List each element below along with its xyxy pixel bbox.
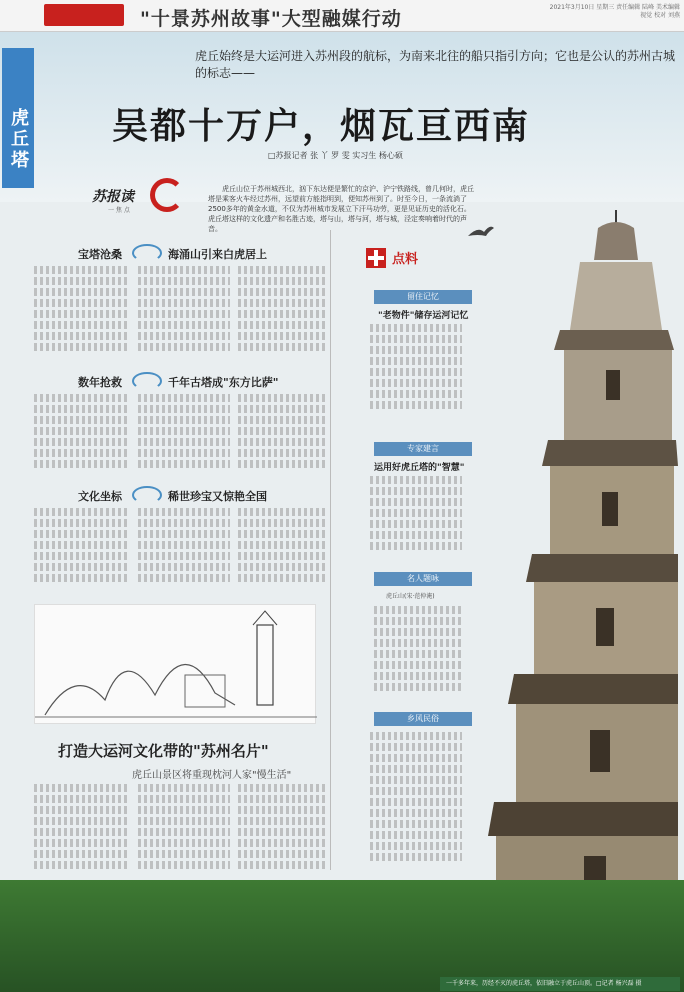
dianliao-heading: 点料 (392, 252, 419, 267)
text-column (238, 508, 326, 592)
text-column (138, 266, 230, 362)
side-tab: 虎丘塔 (2, 48, 34, 188)
section-label-2: 数年抢救 (78, 376, 122, 389)
text-column (138, 784, 230, 880)
column-divider (330, 230, 354, 870)
photo-caption: 一千多年来，历经不灭的虎丘塔，依旧融立于虎丘山顶。□记者 杨兴磊 摄 (440, 977, 680, 991)
section-heading-1: 海涌山引来白虎居上 (168, 248, 267, 261)
text-column (34, 508, 130, 592)
text-column (374, 606, 462, 702)
block-bar-1: 留住记忆 (374, 290, 472, 304)
byline: □苏报记者 张 丫 罗 雯 实习生 杨心硕 (268, 151, 403, 160)
text-column (34, 784, 130, 880)
section-label-1: 宝塔沧桑 (78, 248, 122, 261)
bottom-headline: 打造大运河文化带的"苏州名片" (58, 742, 269, 760)
text-column (238, 394, 326, 478)
text-column (138, 508, 230, 592)
wave-icon (132, 486, 162, 504)
subao-name: 苏报读 (92, 189, 134, 205)
text-column (370, 324, 462, 420)
plus-icon (366, 248, 386, 268)
text-column (34, 266, 130, 362)
block-title-3: 虎丘山(宋·范仲淹) (386, 593, 435, 600)
series-title: "十景苏州故事"大型融媒行动 (140, 8, 402, 30)
intro-paragraph: 虎丘山位于苏州城西北，汹下东达便是繁忙的京沪、沪宁铁路线，曾几何时，虎丘塔是乘客火车经过苏州，远望前方能指明到，便知苏州到了。时至今日，一条流淌了2500多年的黄金水道，不仅为苏州城市发展立下汗马功劳，更是见证历史的活化石。虎丘塔这样的文化遗产和名胜古迹，塔与山，塔与河，塔与城，泾定奏响着时代的声音。 (208, 185, 474, 233)
wave-icon (132, 244, 162, 262)
pagoda-sketch-illustration (34, 604, 316, 724)
tiger-hill-pagoda (468, 210, 678, 910)
text-column (34, 394, 130, 478)
bottom-subheadline: 虎丘山景区将重现枕河人家"慢生活" (132, 770, 292, 781)
block-bar-4: 乡风民俗 (374, 712, 472, 726)
subao-sub: 一 焦 点 (108, 207, 130, 214)
section-label-3: 文化坐标 (78, 490, 122, 503)
section-heading-2: 千年古塔成"东方比萨" (168, 376, 279, 389)
block-title-1: "老物件"储存运河记忆 (378, 311, 469, 321)
text-column (370, 476, 462, 560)
text-column (238, 784, 326, 880)
block-title-2: 运用好虎丘塔的"智慧" (374, 463, 465, 473)
text-column (138, 394, 230, 478)
publication-info: 2021年3月10日 星期三 责任编辑 陆峰 美术编辑 视觉 校对 刘燕 (549, 4, 680, 19)
wave-icon (132, 372, 162, 390)
text-column (370, 732, 462, 872)
main-title: 吴都十万户，烟瓦亘西南 (112, 105, 531, 147)
block-bar-3: 名人题咏 (374, 572, 472, 586)
lead-quote: 虎丘始终是大运河进入苏州段的航标，为南来北往的船只指引方向；它也是公认的苏州古城的标志—— (195, 49, 676, 80)
tree-foreground (0, 880, 684, 992)
block-bar-2: 专家建言 (374, 442, 472, 456)
newspaper-logo (44, 4, 124, 26)
text-column (238, 266, 326, 362)
section-heading-3: 稀世珍宝又惊艳全国 (168, 490, 267, 503)
subao-logo-icon (150, 178, 184, 212)
